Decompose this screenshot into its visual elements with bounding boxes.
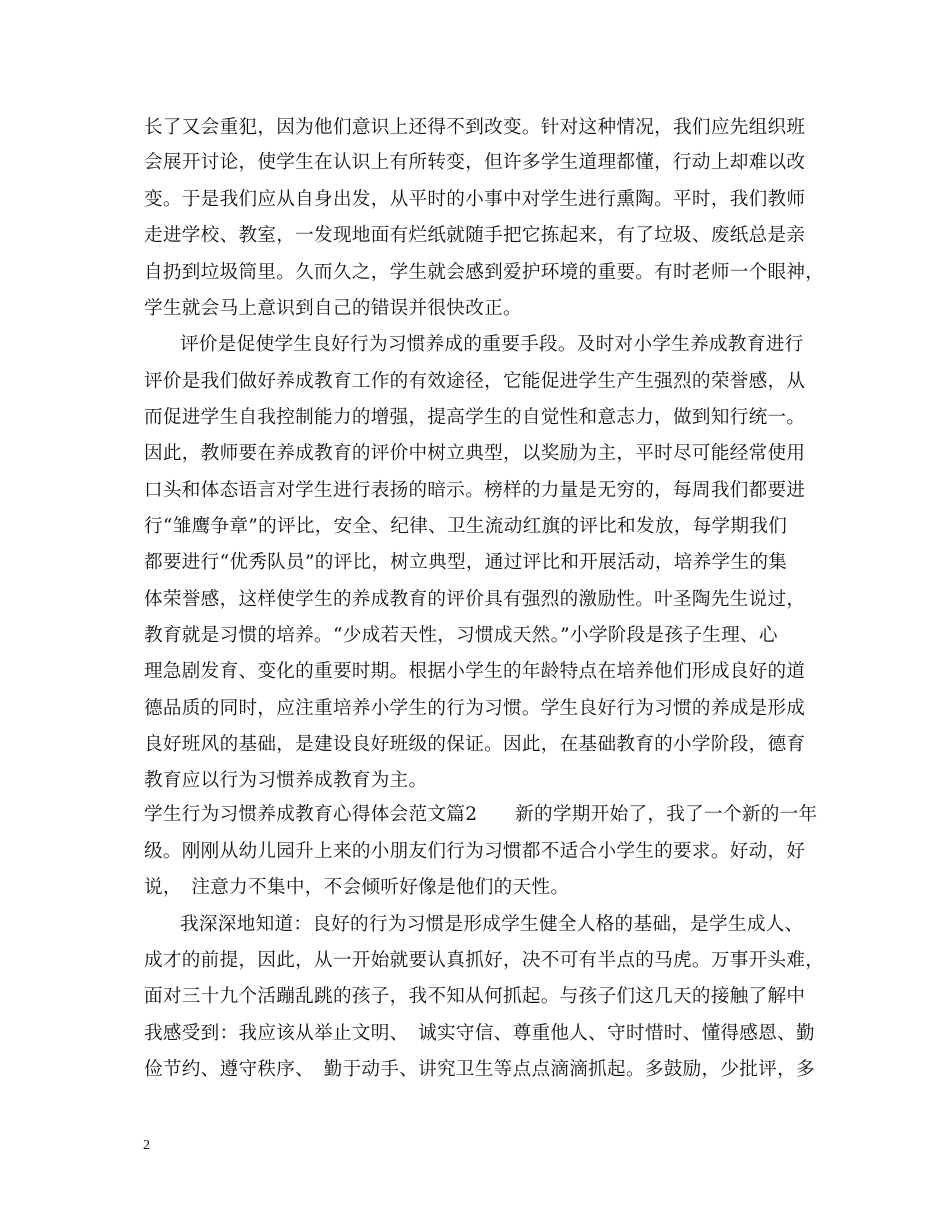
text-line-26: 我感受到：我应该从举止文明、 诚实守信、尊重他人、守时惜时、懂得感恩、勤: [144, 1023, 815, 1044]
text-line-4: 走进学校、教室，一发现地面有烂纸就随手把它拣起来，有了垃圾、废纸总是亲: [144, 225, 806, 246]
text-line-14: 体荣誉感，这样使学生的养成教育的评价具有强烈的激励性。叶圣陶先生说过，: [144, 589, 806, 610]
text-line-21: 级。刚刚从幼儿园升上来的小朋友们行为习惯都不适合小学生的要求。好动，好: [144, 841, 806, 862]
text-line-8: 评价是我们做好养成教育工作的有效途径，它能促进学生产生强烈的荣誉感，从: [144, 371, 806, 392]
text-line-27: 俭节约、遵守秩序、 勤于动手、讲究卫生等点点滴滴抓起。多鼓励，少批评，多: [144, 1059, 815, 1080]
text-line-1: 长了又会重犯，因为他们意识上还得不到改变。针对这种情况，我们应先组织班: [144, 117, 806, 138]
text-line-23: 我深深地知道：良好的行为习惯是形成学生健全人格的基础，是学生成人、: [180, 914, 804, 935]
text-line-12: 行“雏鹰争章”的评比，安全、纪律、卫生流动红旗的评比和发放，每学期我们: [144, 516, 788, 537]
text-line-3: 变。于是我们应从自身出发，从平时的小事中对学生进行熏陶。平时，我们教师: [144, 189, 806, 210]
text-line-24: 成才的前提，因此，从一开始就要认真抓好，决不可有半点的马虎。万事开头难，: [144, 950, 825, 971]
text-line-5: 自扔到垃圾筒里。久而久之，学生就会感到爱护环境的重要。有时老师一个眼神，: [144, 262, 825, 283]
text-line-15: 教育就是习惯的培养。“少成若天性，习惯成天然。”小学阶段是孩子生理、心: [144, 625, 778, 646]
text-line-17: 德品质的同时，应注重培养小学生的行为习惯。学生良好行为习惯的养成是形成: [144, 698, 806, 719]
text-line-22: 说， 注意力不集中，不会倾听好像是他们的天性。: [144, 877, 570, 898]
text-line-2: 会展开讨论，使学生在认识上有所转变，但许多学生道理都懂，行动上却难以改: [144, 152, 806, 173]
text-line-11: 口头和体态语言对学生进行表扬的暗示。榜样的力量是无穷的，每周我们都要进: [144, 480, 806, 501]
text-line-16: 理急剧发育、变化的重要时期。根据小学生的年龄特点在培养他们形成良好的道: [144, 661, 806, 682]
text-line-6: 学生就会马上意识到自己的错误并很快改正。: [144, 298, 522, 319]
text-line-19: 教育应以行为习惯养成教育为主。: [144, 770, 428, 791]
text-line-7: 评价是促使学生良好行为习惯养成的重要手段。及时对小学生养成教育进行: [180, 334, 804, 355]
page-number: 2: [143, 1138, 150, 1153]
text-line-13: 都要进行“优秀队员”的评比，树立典型，通过评比和开展活动，培养学生的集: [144, 552, 788, 573]
text-line-25: 面对三十九个活蹦乱跳的孩子，我不知从何抓起。与孩子们这几天的接触了解中: [144, 986, 806, 1007]
text-line-10: 因此，教师要在养成教育的评价中树立典型，以奖励为主，平时尽可能经常使用: [144, 443, 806, 464]
text-line-9: 而促进学生自我控制能力的增强，提高学生的自觉性和意志力，做到知行统一。: [144, 407, 806, 428]
text-line-18: 良好班风的基础，是建设良好班级的保证。因此，在基础教育的小学阶段，德育: [144, 734, 806, 755]
section-heading-line: 学生行为习惯养成教育心得体会范文篇2 新的学期开始了，我了一个新的一年: [144, 804, 818, 825]
